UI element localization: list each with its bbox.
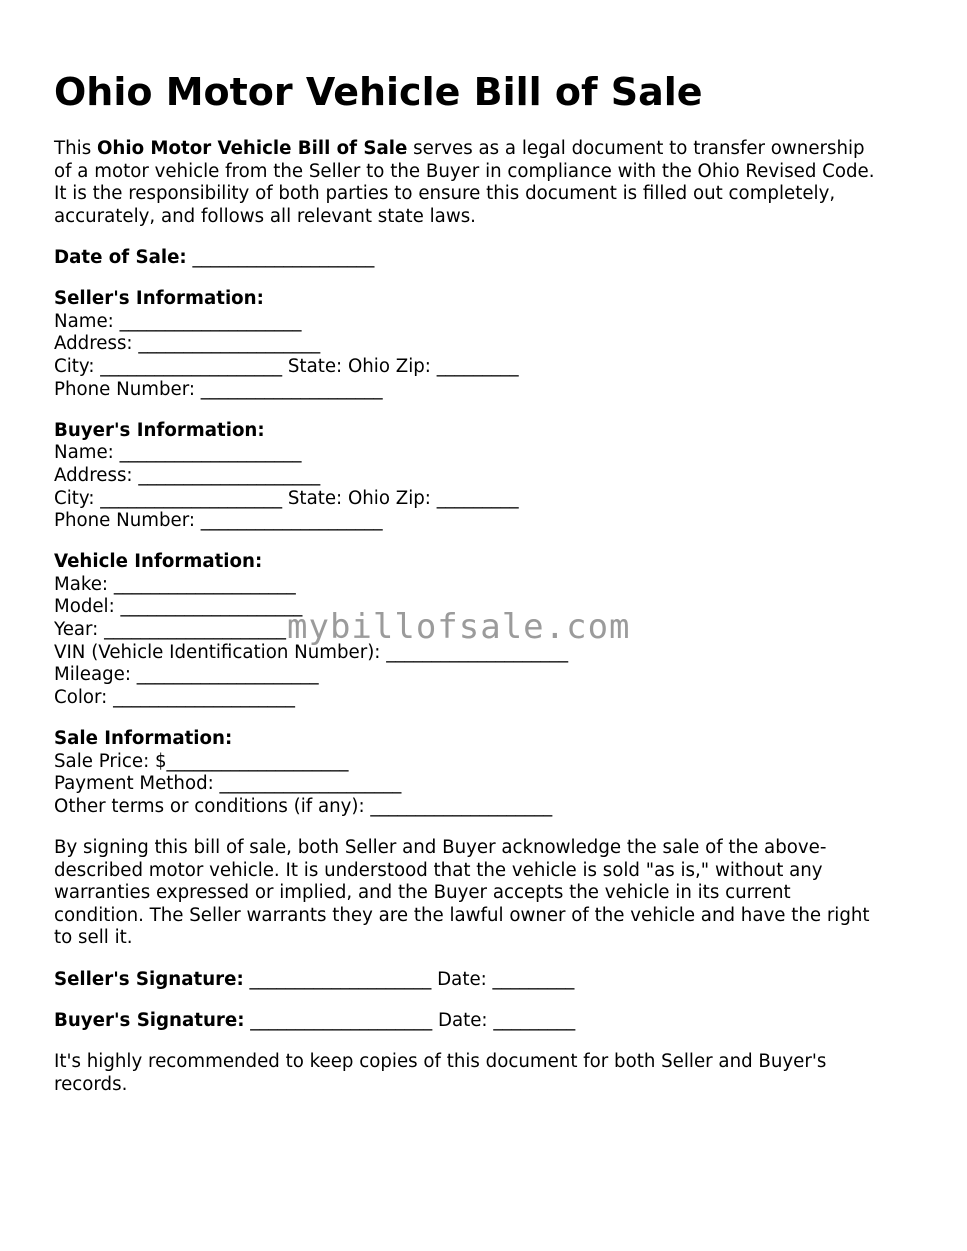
acknowledgment-paragraph [54,837,924,950]
buyer-heading: Buyer's Information: [54,419,265,441]
acknowledgment-line: warranties expressed or implied, and the Buyer accepts the vehicle in its current [54,882,791,904]
buyer-city-state-zip-field: City: ____________________ State: Ohio Zip: _________ [54,487,519,509]
vehicle-mileage-field: Mileage: ____________________ [54,664,319,686]
other-terms-field: Other terms or conditions (if any): ____________________ [54,795,553,817]
seller-signature-line [54,969,924,992]
sale-price-field: Sale Price: $____________________ [54,750,349,772]
payment-method-field: Payment Method: ____________________ [54,773,402,795]
closing-paragraph [54,1051,924,1096]
seller-section [54,288,924,401]
seller-signature-label: Seller's Signature: [54,968,244,990]
seller-name-field: Name: ____________________ [54,310,302,332]
acknowledgment-line: condition. The Seller warrants they are the lawful owner of the vehicle and have the right [54,904,870,926]
intro-line3: It is the responsibility of both parties to ensure this document is filled out completely, [54,183,836,205]
intro-prefix: This [54,138,97,159]
buyer-signature-label: Buyer's Signature: [54,1009,245,1031]
vehicle-vin-field: VIN (Vehicle Identification Number): ____________________ [54,641,569,663]
sale-section [54,728,924,818]
acknowledgment-line: to sell it. [54,927,133,949]
seller-heading: Seller's Information: [54,288,264,310]
date-of-sale-field [54,247,924,270]
acknowledgment-line: By signing this bill of sale, both Seller and Buyer acknowledge the sale of the above- [54,837,827,858]
buyer-phone-field: Phone Number: ____________________ [54,510,383,532]
page-title: Ohio Motor Vehicle Bill of Sale [54,70,703,114]
buyer-section [54,420,924,533]
vehicle-year-field: Year: ____________________ [54,619,286,641]
closing-line: It's highly recommended to keep copies of this document for both Seller and Buyer's [54,1050,827,1072]
intro-line4: accurately, and follows all relevant state laws. [54,205,476,227]
intro-line2: of a motor vehicle from the Seller to the Buyer in compliance with the Ohio Revised Code. [54,160,875,182]
seller-phone-field: Phone Number: ____________________ [54,378,383,400]
date-of-sale-label: Date of Sale: [54,246,187,268]
acknowledgment-line: described motor vehicle. It is understood that the vehicle is sold "as is," without any [54,859,823,881]
intro-bold-title: Ohio Motor Vehicle Bill of Sale [96,138,408,159]
buyer-address-field: Address: ____________________ [54,464,321,486]
seller-signature-blank: ____________________ Date: _________ [243,968,575,990]
vehicle-color-field: Color: ____________________ [54,686,295,708]
vehicle-heading: Vehicle Information: [54,551,263,573]
closing-line: records. [54,1073,128,1095]
seller-address-field: Address: ____________________ [54,333,321,355]
seller-city-state-zip-field: City: ____________________ State: Ohio Zip: _________ [54,355,519,377]
buyer-signature-line [54,1010,924,1033]
buyer-signature-blank: ____________________ Date: _________ [244,1009,576,1031]
vehicle-model-field: Model: ____________________ [54,596,303,618]
vehicle-make-field: Make: ____________________ [54,573,296,595]
buyer-name-field: Name: ____________________ [54,442,302,464]
intro-paragraph [54,138,924,228]
watermark: mybillofsale.com [287,607,631,647]
document-page [54,66,924,1096]
sale-heading: Sale Information: [54,728,233,750]
date-of-sale-blank: ____________________ [186,246,375,268]
intro-line1-rest: serves as a legal document to transfer ownership [407,138,865,159]
